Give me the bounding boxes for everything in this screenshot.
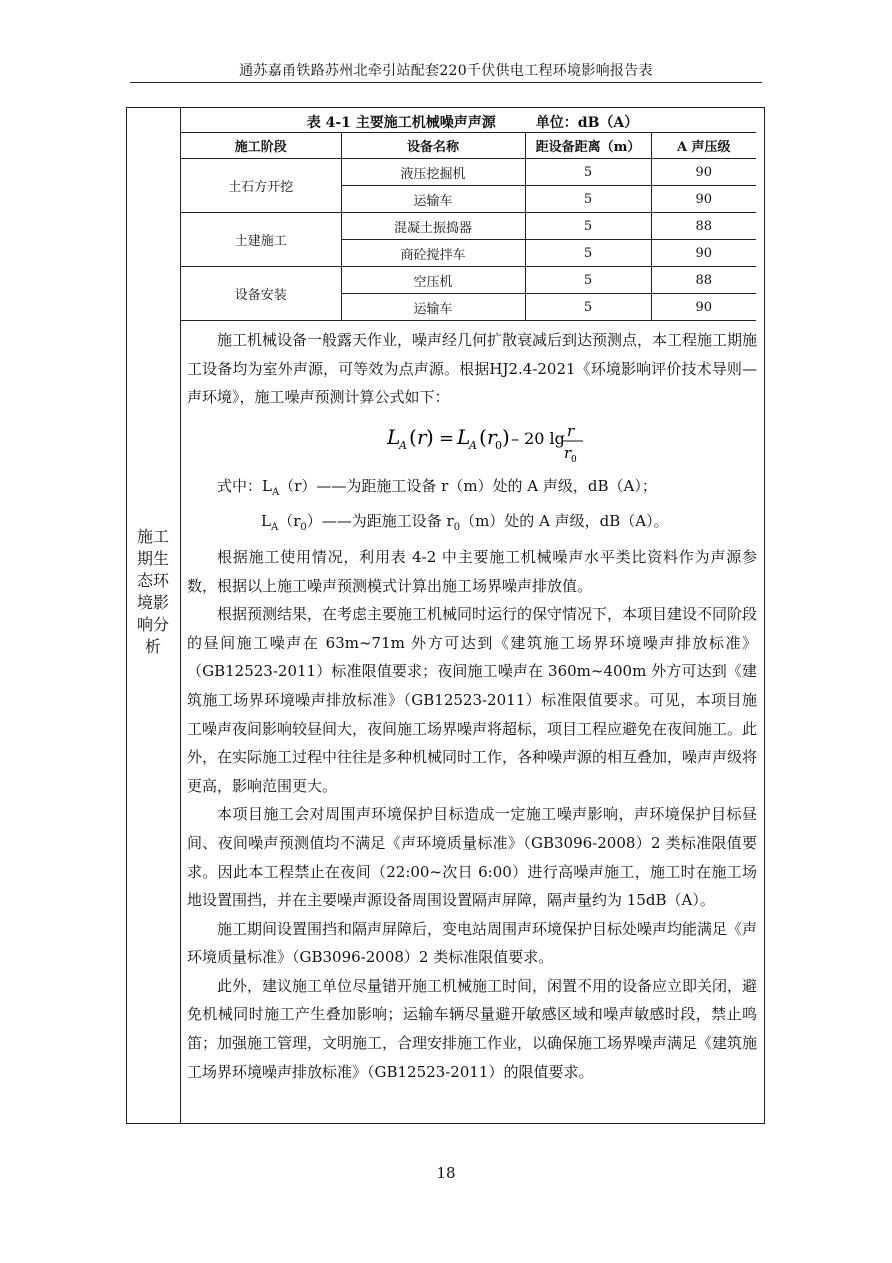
paragraph: 此外，建议施工单位尽量错开施工机械施工时间，闲置不用的设备应立即关闭，避免机械同时施工产生叠加影响；运输车辆尽量避开敏感区域和噪声敏感时段，禁止鸣笛；加强施工管理，文明施工，合理安排施工作业，以确保施工场界噪声满足《建筑施工场界环境噪声排放标准》（GB12523-2011）的限值要求。 [187,976,758,1081]
def-text: L [261,512,271,531]
formula-frac-den-sub: 0 [571,454,577,465]
formula-lhs-arg: r [417,424,427,449]
formula-equals: = [439,427,455,449]
def-text: ）——为距施工设备 r [306,512,454,531]
noise-formula [187,412,757,472]
formula-paren: ) [502,424,510,449]
formula-graphic [387,418,587,472]
table-title: 表 4-1 主要施工机械噪声声源 [306,115,496,131]
formula-lhs: L [387,424,401,449]
distance-cell: 5 [525,186,651,213]
distance-cell: 5 [525,213,651,240]
def-text: 式中：L [217,476,272,495]
distance-cell: 5 [525,267,651,294]
stage-cell: 土建施工 [181,213,341,267]
distance-cell: 5 [525,294,651,321]
stage-cell: 设备安装 [181,267,341,321]
device-cell: 液压挖掘机 [341,159,525,186]
paragraph: 本项目施工会对周围声环境保护目标造成一定施工噪声影响，声环境保护目标昼间、夜间噪声预测值均不满足《声环境质量标准》（GB3096-2008）2 类标准限值要求。因此本工程禁止在夜间（22:00~次日 6:00）进行高噪声施工，施工时在施工场地设置围挡，并在主要噪声源设备周围设置隔声屏障，隔声量约为 15dB（A）。 [187,805,757,910]
paragraph: 根据预测结果，在考虑主要施工机械同时运行的保守情况下，本项目建设不同阶段的昼间施工噪声在 63m~71m 外方可达到《建筑施工场界环境噪声排放标准》（GB12523-2011）标准限值要求；夜间施工噪声在 360m~400m 外方可达到《建筑施工场界环境噪声排放标准》（GB12523-2011）标准限值要求。可见，本项目施工噪声夜间影响较昼间大，夜间施工场界噪声将超标，项目工程应避免在夜间施工。此外，在实际施工过程中往往是多种机械同时工作，各种噪声源的相互叠加，噪声声级将更高，影响范围更大。 [187,605,758,795]
def-text: （r）——为距施工设备 r（m）处的 A 声级，dB（A）； [279,476,657,495]
formula-minus: – 20 lg [511,428,565,448]
column-header: 施工阶段 [181,133,341,159]
page-number: 18 [436,1164,456,1182]
device-cell: 混凝土振捣器 [341,213,525,240]
level-cell: 88 [651,213,756,240]
content-frame [126,107,765,1124]
formula-rhs-arg-sub: 0 [495,438,502,452]
paragraph: 施工机械设备一般露天作业，噪声经几何扩散衰减后到达预测点，本工程施工期施工设备均为室外声源，可等效为点声源。根据HJ2.4-2021《环境影响评价技术导则—声环境》，施工噪声预测计算公式如下： [187,331,758,407]
noise-source-table [181,132,756,321]
column-header: A 声压级 [651,133,756,159]
content-cell [181,108,764,1123]
column-header: 设备名称 [341,133,525,159]
table-row [181,213,756,240]
device-cell: 运输车 [341,186,525,213]
formula-paren: ( [409,424,417,449]
def-text: （r [278,512,301,531]
device-cell: 运输车 [341,294,525,321]
formula-rhs-arg: r [487,424,497,449]
table-unit: 单位：dB（A） [535,115,639,131]
definition-line [187,507,757,543]
header-rule [130,82,762,83]
level-cell: 90 [651,240,756,267]
formula-paren: ) [426,424,434,449]
formula-rhs: L [457,424,471,449]
distance-cell: 5 [525,240,651,267]
page-header: 通苏嘉甬铁路苏州北牵引站配套220千伏供电工程环境影响报告表 [239,63,653,79]
level-cell: 90 [651,294,756,321]
def-sub: A [270,522,279,534]
formula-rhs-sub: A [469,438,477,452]
paragraph: 施工期间设置围挡和隔声屏障后，变电站周围声环境保护目标处噪声均能满足《声环境质量标准》（GB3096-2008）2 类标准限值要求。 [187,919,758,967]
def-sub: A [271,486,280,498]
left-column [127,108,181,1123]
column-header: 距设备距离（m） [525,133,651,159]
formula-frac-num: r [567,421,575,440]
def-sub: 0 [300,522,307,534]
table-header-row [181,133,756,159]
body-text [187,326,757,1086]
device-cell: 空压机 [341,267,525,294]
paragraph: 根据施工使用情况，利用表 4-2 中主要施工机械噪声水平类比资料作为声源参数，根据以上施工噪声预测模式计算出施工场界噪声排放值。 [187,547,757,595]
stage-cell: 土石方开挖 [181,159,341,213]
def-text: （m）处的 A 声级，dB（A）。 [460,512,669,531]
definition-line [187,472,757,508]
formula-lhs-sub: A [399,438,407,452]
level-cell: 88 [651,267,756,294]
side-label: 施工期生态环境影响分析 [136,527,169,656]
level-cell: 90 [651,186,756,213]
distance-cell: 5 [525,159,651,186]
formula-paren: ( [479,424,487,449]
table-caption [181,112,764,132]
device-cell: 商砼搅拌车 [341,240,525,267]
level-cell: 90 [651,159,756,186]
formula-frac-den: r [564,443,572,462]
table-row [181,159,756,186]
def-sub: 0 [453,522,461,534]
table-row [181,267,756,294]
